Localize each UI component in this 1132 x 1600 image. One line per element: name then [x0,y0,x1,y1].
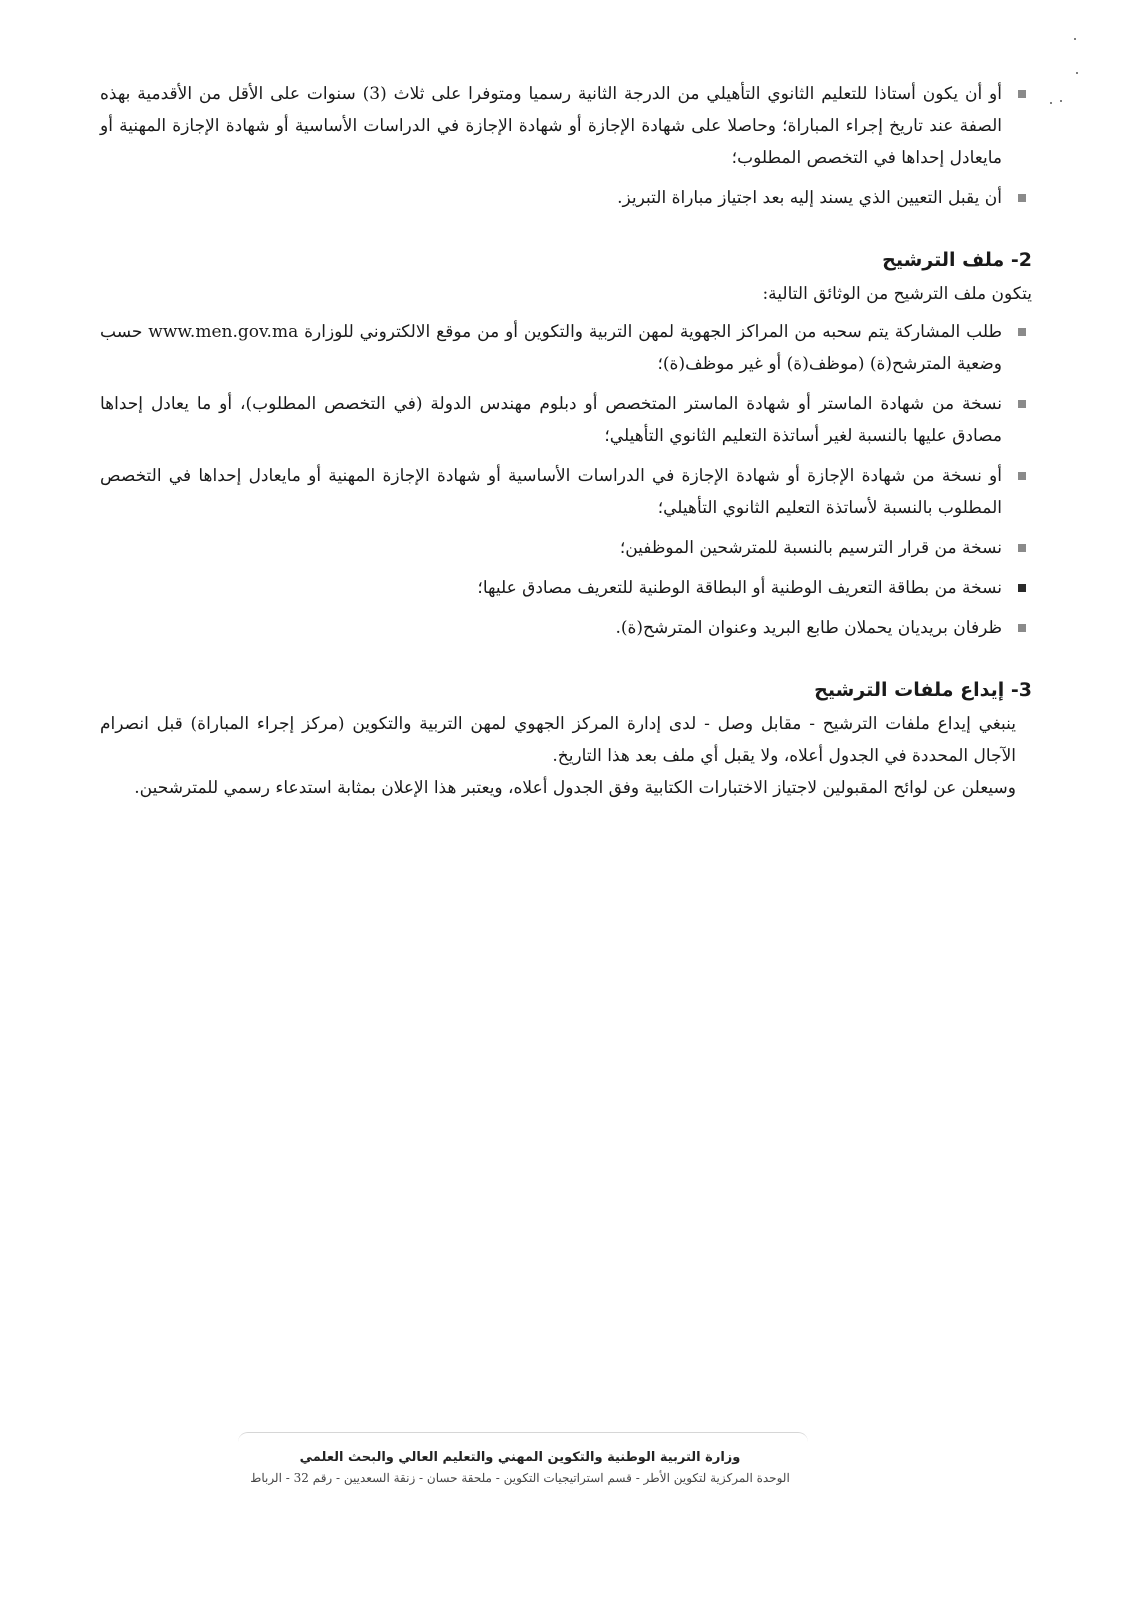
square-bullet-icon [1018,584,1026,592]
footer-address: الوحدة المركزية لتكوين الأطر - قسم استراتيجيات التكوين - ملحقة حسان - زنقة السعديين - رقم 32 - الرباط [250,1471,790,1485]
scan-speck [1050,102,1052,104]
ministry-website-link[interactable]: www.men.gov.ma [148,322,299,342]
document-body [100,78,1032,804]
page-footer [230,1434,810,1485]
square-bullet-icon [1018,544,1026,552]
list-item: أو أن يكون أستاذا للتعليم الثانوي التأهيلي من الدرجة الثانية رسميا ومتوفرا على ثلاث (3) سنوات على الأقل من الأقدمية بهذه الصفة عند تاريخ إجراء المباراة؛ وحاصلا على شهادة الإجازة أو شهادة الإجازة في الدراسات الأساسية أو شهادة الإجازة المهنية أو مايعادل إحداها في التخصص المطلوب؛ [100,78,1032,174]
square-bullet-icon [1018,194,1026,202]
list-item: نسخة من بطاقة التعريف الوطنية أو البطاقة الوطنية للتعريف مصادق عليها؛ [100,572,1032,604]
list-item: ظرفان بريديان يحملان طابع البريد وعنوان المترشح(ة). [100,612,1032,644]
documents-list [100,316,1032,644]
list-item: نسخة من شهادة الماستر أو شهادة الماستر المتخصص أو دبلوم مهندس الدولة (في التخصص المطلوب)، أو ما يعادل إحداها مصادق عليها بالنسبة لغير أساتذة التعليم الثانوي التأهيلي؛ [100,388,1032,452]
square-bullet-icon [1018,624,1026,632]
square-bullet-icon [1018,400,1026,408]
scan-speck [1060,100,1062,102]
section-heading-application-file: 2- ملف الترشيح [882,249,1032,271]
square-bullet-icon [1018,328,1026,336]
list-item: أو نسخة من شهادة الإجازة أو شهادة الإجازة في الدراسات الأساسية أو شهادة الإجازة المهنية أو مايعادل إحداها في التخصص المطلوب بالنسبة لأساتذة التعليم الثانوي التأهيلي؛ [100,460,1032,524]
list-item: نسخة من قرار الترسيم بالنسبة للمترشحين الموظفين؛ [100,532,1032,564]
square-bullet-icon [1018,472,1026,480]
section-heading-file-submission: 3- إيداع ملفات الترشيح [814,679,1032,701]
list-item: أن يقبل التعيين الذي يسند إليه بعد اجتياز مباراة التبريز. [100,182,1032,214]
submission-paragraph: ينبغي إيداع ملفات الترشيح - مقابل وصل - لدى إدارة المركز الجهوي لمهن التربية والتكوين (مركز إجراء المباراة) قبل انصرام الآجال المحددة في الجدول أعلاه، ولا يقبل أي ملف بعد هذا التاريخ. [100,714,1016,766]
announcement-paragraph: وسيعلن عن لوائح المقبولين لاجتياز الاختبارات الكتابية وفق الجدول أعلاه، ويعتبر هذا الإعلان بمثابة استدعاء رسمي للمترشحين. [134,778,1016,798]
eligibility-list [100,78,1032,214]
section-intro: يتكون ملف الترشيح من الوثائق التالية: [762,284,1032,304]
list-item: طلب المشاركة يتم سحبه من المراكز الجهوية لمهن التربية والتكوين أو من موقع الالكتروني للوزارة www.men.gov.ma حسب وضعية المترشح(ة) (موظف(ة) أو غير موظف(ة)؛ [100,316,1032,380]
scan-speck [1074,38,1076,40]
square-bullet-icon [1018,90,1026,98]
scan-speck [1076,72,1078,74]
ministry-name: وزارة التربية الوطنية والتكوين المهني والتعليم العالي والبحث العلمي [299,1450,741,1465]
